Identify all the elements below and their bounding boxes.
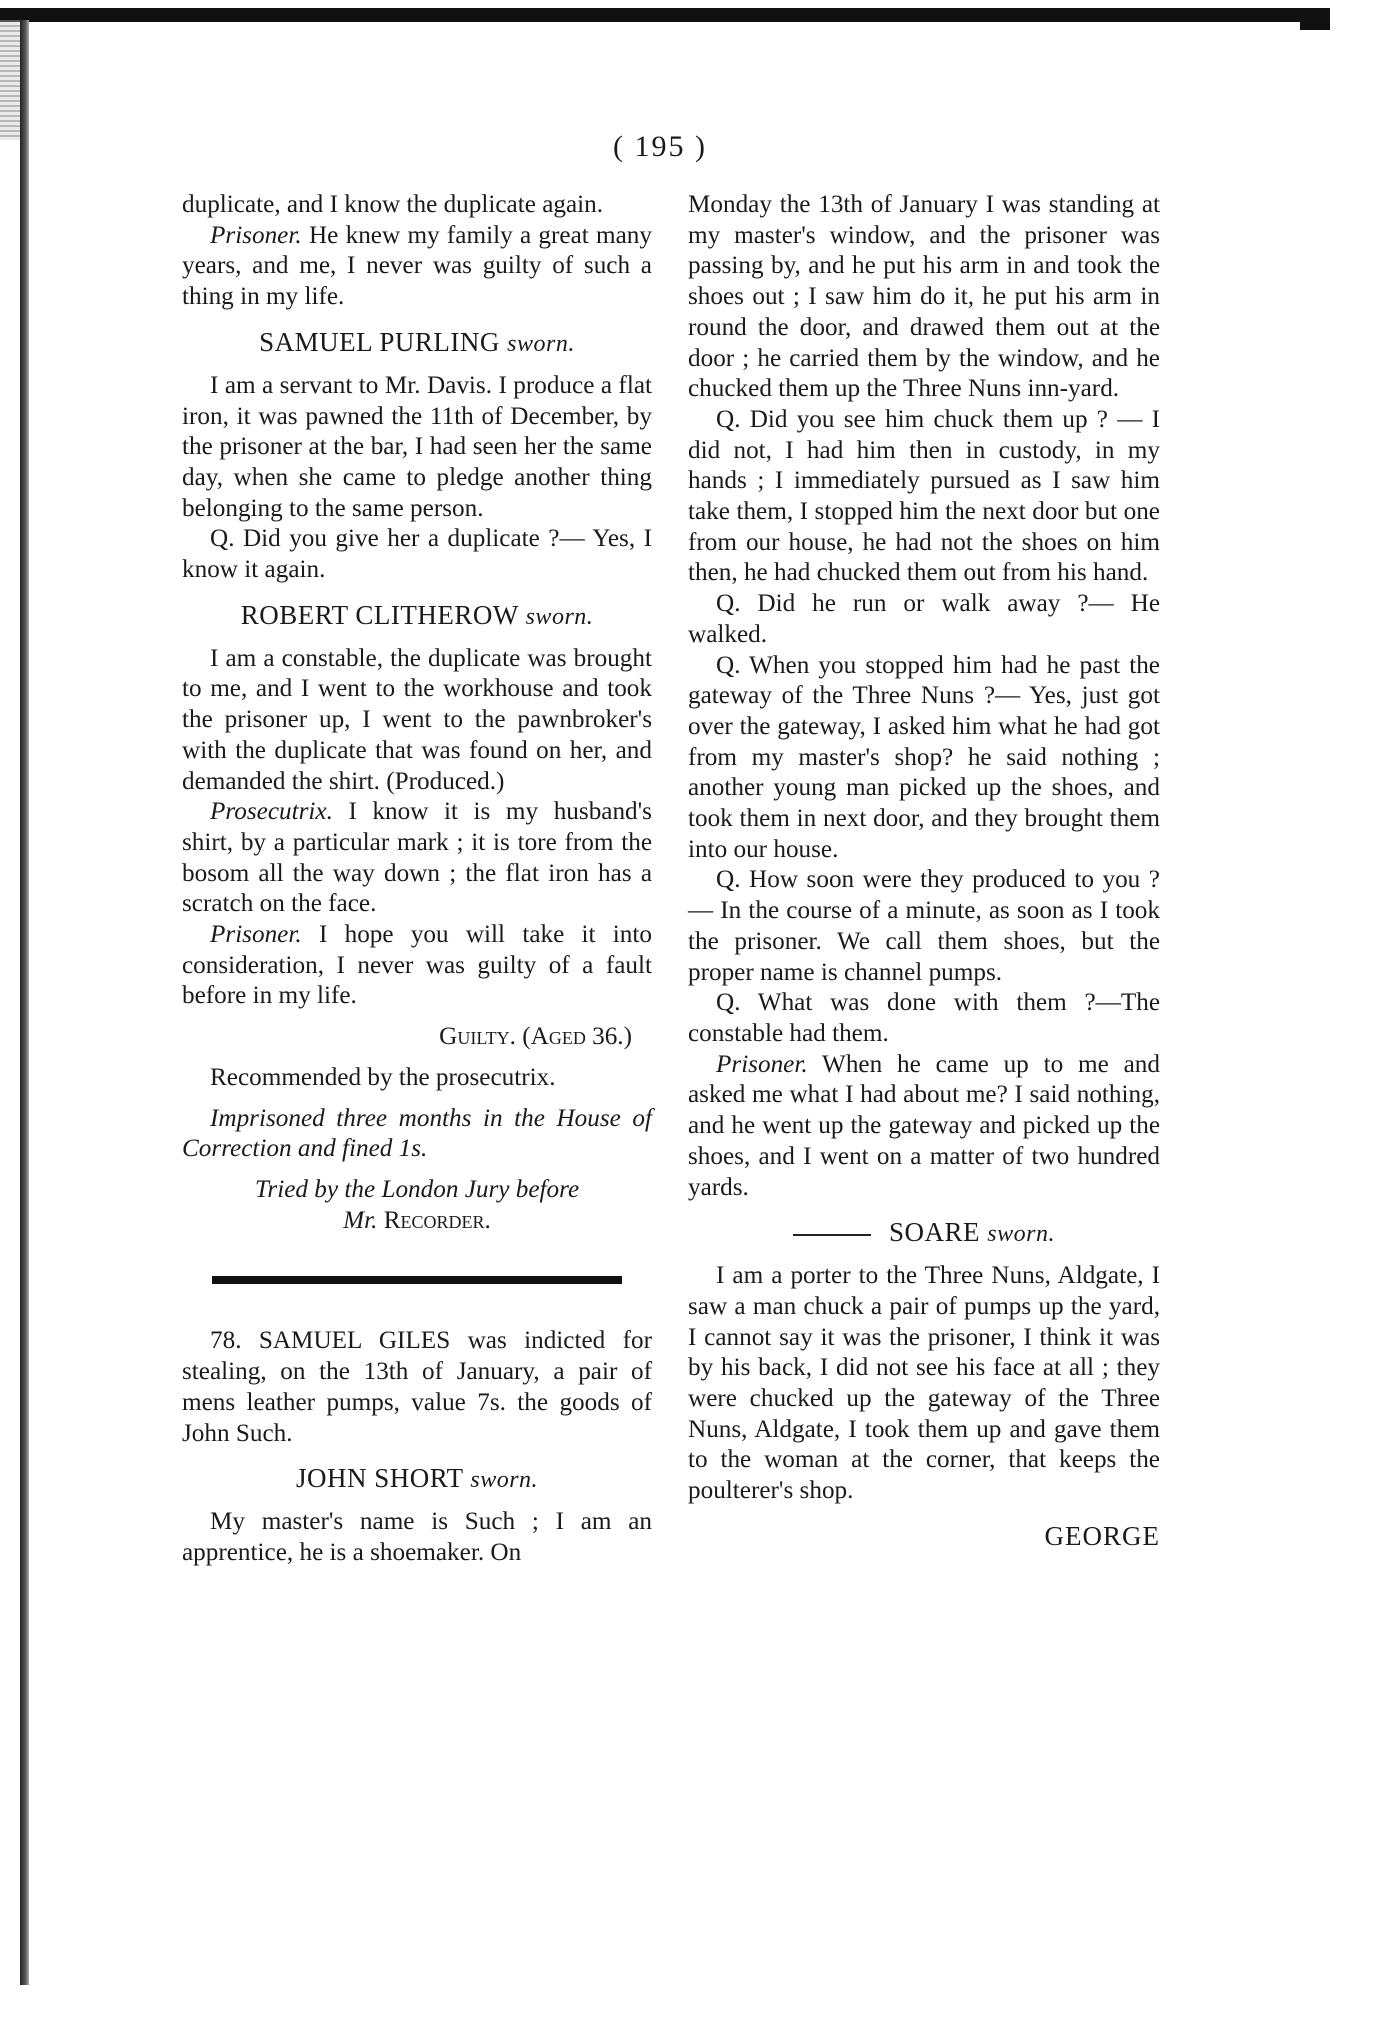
witness-heading bbox=[182, 1461, 652, 1497]
sworn-label: sworn. bbox=[987, 1221, 1055, 1248]
paragraph bbox=[182, 920, 652, 1012]
paragraph: Q. When you stopped him had he past the gateway of the Three Nuns ?— Yes, just got over the gateway, I asked him what he had got from my master's shop? he said nothing ; another young man picked up the shoes, and took them in next door, and they brought them into our house. bbox=[688, 651, 1160, 863]
right-column bbox=[688, 190, 1160, 1552]
paragraph: duplicate, and I know the duplicate again. bbox=[182, 191, 604, 218]
recorder-label: Recorder. bbox=[383, 1206, 491, 1234]
top-border-rule bbox=[0, 8, 1330, 22]
paragraph-text: I hope you will take it into consideration, I never was guilty of a fault before in my life. bbox=[182, 921, 652, 1010]
left-column bbox=[182, 190, 652, 1569]
speaker-label: Prisoner. bbox=[716, 1050, 808, 1078]
witness-name: SAMUEL PURLING bbox=[259, 326, 508, 357]
speaker-label: Prisoner. bbox=[210, 921, 302, 949]
page-number: ( 195 ) bbox=[613, 130, 707, 163]
tried-line bbox=[182, 1206, 652, 1237]
witness-heading bbox=[182, 598, 652, 634]
speaker-label: Prosecutrix. bbox=[210, 798, 333, 826]
sworn-label: sworn. bbox=[507, 330, 575, 357]
paragraph: Q. What was done with them ?—The constable had them. bbox=[688, 989, 1160, 1047]
paragraph: I am a servant to Mr. Davis. I produce a flat iron, it was pawned the 11th of December, by the prisoner at the bar, I had seen her the same day, when she came to pledge another thing belonging to the same person. bbox=[182, 371, 652, 522]
sworn-label: sworn. bbox=[525, 603, 594, 630]
witness-name: ROBERT CLITHEROW bbox=[240, 599, 526, 630]
top-border-corner bbox=[1300, 8, 1330, 30]
paragraph: Q. Did you see him chuck them up ? — I did not, I had him then in custody, in my hands ; I immediately pursued as I saw him take them, I stopped him the next door but one from our house, he had not the shoes on him then, he had chucked them out from his hand. bbox=[688, 405, 1160, 587]
paragraph: Q. How soon were they produced to you ?— In the course of a minute, as soon as I took the prisoner. We call them shoes, but the proper name is channel pumps. bbox=[688, 866, 1160, 986]
witness-name: SOARE bbox=[889, 1217, 988, 1248]
paragraph: I am a porter to the Three Nuns, Aldgate, I saw a man chuck a pair of pumps up the yard, I cannot say it was the prisoner, I think it was by his back, I did not see his face at all ; they were chucked up the gateway of the Three Nuns, Aldgate, I took them up and gave them to the woman at the corner, that keeps the poulterer's shop. bbox=[688, 1262, 1160, 1505]
paragraph-text: He knew my family a great many years, and me, I never was guilty of such a thing in my life. bbox=[182, 221, 652, 311]
catchword: GEORGE bbox=[1044, 1520, 1160, 1551]
left-border-rule bbox=[20, 20, 29, 1985]
recommendation: Recommended by the prosecutrix. bbox=[210, 1063, 556, 1091]
paragraph-text: When he came up to me and asked me what I had about me? I said nothing, and he went up the gateway and picked up the shoes, and I went on a matter of two hundred yards. bbox=[688, 1050, 1160, 1201]
section-divider bbox=[212, 1276, 622, 1284]
paragraph: Monday the 13th of January I was standing at my master's window, and the prisoner was passing by, and he put his arm in and took the shoes out ; I saw him do it, he put his arm in round the door, and drawed them out at the door ; he carried them by the window, and he chucked them up the Three Nuns inn-yard. bbox=[688, 191, 1160, 403]
witness-name: JOHN SHORT bbox=[295, 1463, 471, 1494]
speaker-label: Prisoner. bbox=[210, 221, 302, 249]
paragraph: My master's name is Such ; I am an apprentice, he is a shoemaker. On bbox=[182, 1508, 652, 1566]
paragraph bbox=[182, 221, 652, 313]
tried-line: Tried by the London Jury before bbox=[254, 1175, 580, 1203]
mr-label: Mr. bbox=[343, 1206, 384, 1234]
verdict: Guilty. (Aged 36.) bbox=[439, 1023, 632, 1051]
paragraph bbox=[182, 797, 652, 920]
witness-heading bbox=[688, 1215, 1160, 1251]
paragraph: Q. Did you give her a duplicate ?— Yes, I know it again. bbox=[182, 525, 652, 584]
paragraph: I am a constable, the duplicate was brought to me, and I went to the workhouse and took the prisoner up, I went to the pawnbroker's with the duplicate that was found on her, and demanded the shirt. (Produced.) bbox=[182, 644, 652, 795]
paragraph bbox=[688, 1050, 1160, 1204]
witness-heading bbox=[182, 325, 652, 361]
paragraph-text: I know it is my husband's shirt, by a particular mark ; it is tore from the bosom all the way down ; the flat iron has a scratch on the face. bbox=[182, 798, 652, 918]
sworn-label: sworn. bbox=[470, 1467, 539, 1494]
indictment-paragraph: 78. SAMUEL GILES was indicted for stealing, on the 13th of January, a pair of mens leather pumps, value 7s. the goods of John Such. bbox=[182, 1327, 652, 1447]
binding-shadow bbox=[0, 20, 20, 140]
name-blank-dash bbox=[793, 1234, 871, 1236]
paragraph: Q. Did he run or walk away ?— He walked. bbox=[688, 590, 1160, 648]
sentence: Imprisoned three months in the House of Correction and fined 1s. bbox=[182, 1104, 652, 1163]
